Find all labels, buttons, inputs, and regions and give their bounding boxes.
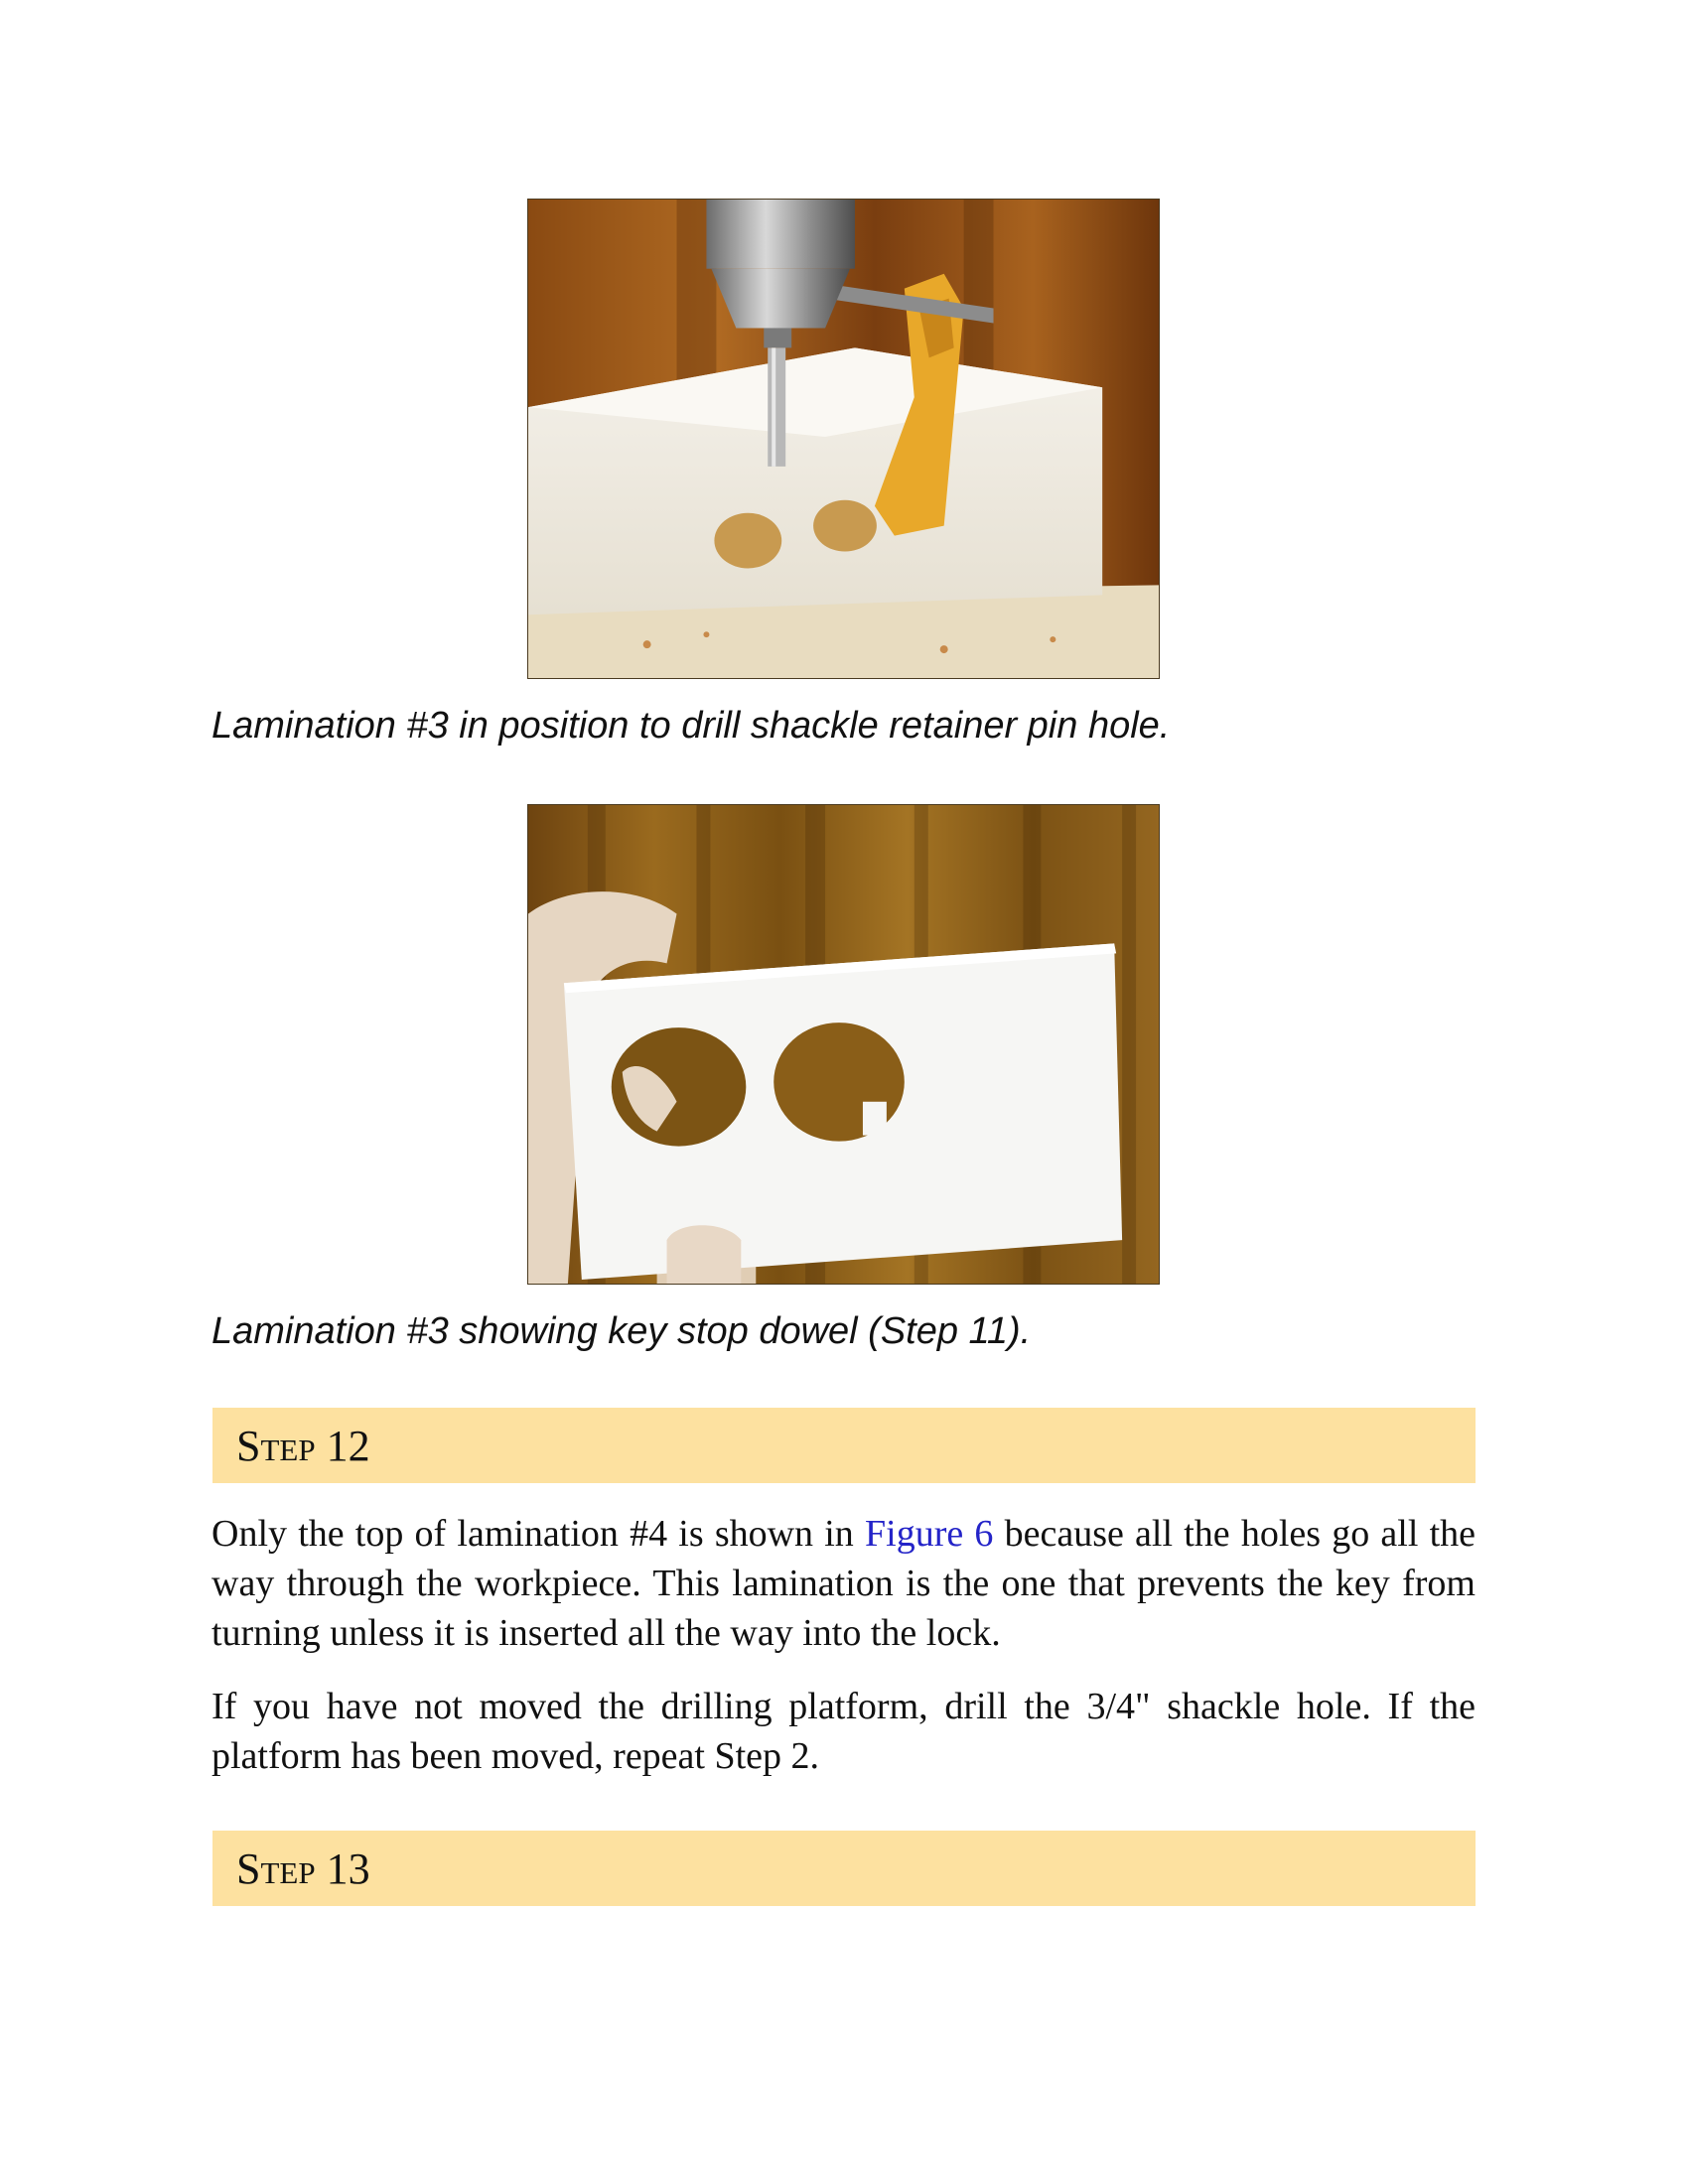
paragraph-text: because all the holes go all the way through the workpiece. This lamination is the one that prevents the key from turning unless it is inserted all the way into the lock. <box>211 1513 1477 1654</box>
step-heading <box>212 1831 1476 1906</box>
drill-press-photo <box>527 199 1160 679</box>
step-label: Step <box>236 1421 316 1470</box>
lamination-photo <box>527 804 1160 1285</box>
step-label: Step <box>236 1843 316 1893</box>
figure-caption: Lamination #3 in position to drill shackle retainer pin hole. <box>211 705 1171 747</box>
figure-caption: Lamination #3 showing key stop dowel (Step 11). <box>211 1310 1032 1352</box>
step-paragraph: If you have not moved the drilling platform, drill the 3/4" shackle hole. If the platform has been moved, repeat Step 2. <box>211 1686 1476 1777</box>
step-number: 13 <box>326 1843 370 1893</box>
figure-link[interactable]: Figure 6 <box>865 1513 994 1555</box>
paragraph-text: Only the top of lamination #4 is shown in <box>211 1513 865 1555</box>
step-heading <box>212 1408 1476 1483</box>
step-number: 12 <box>326 1421 370 1470</box>
step-paragraph <box>211 1509 1476 1658</box>
